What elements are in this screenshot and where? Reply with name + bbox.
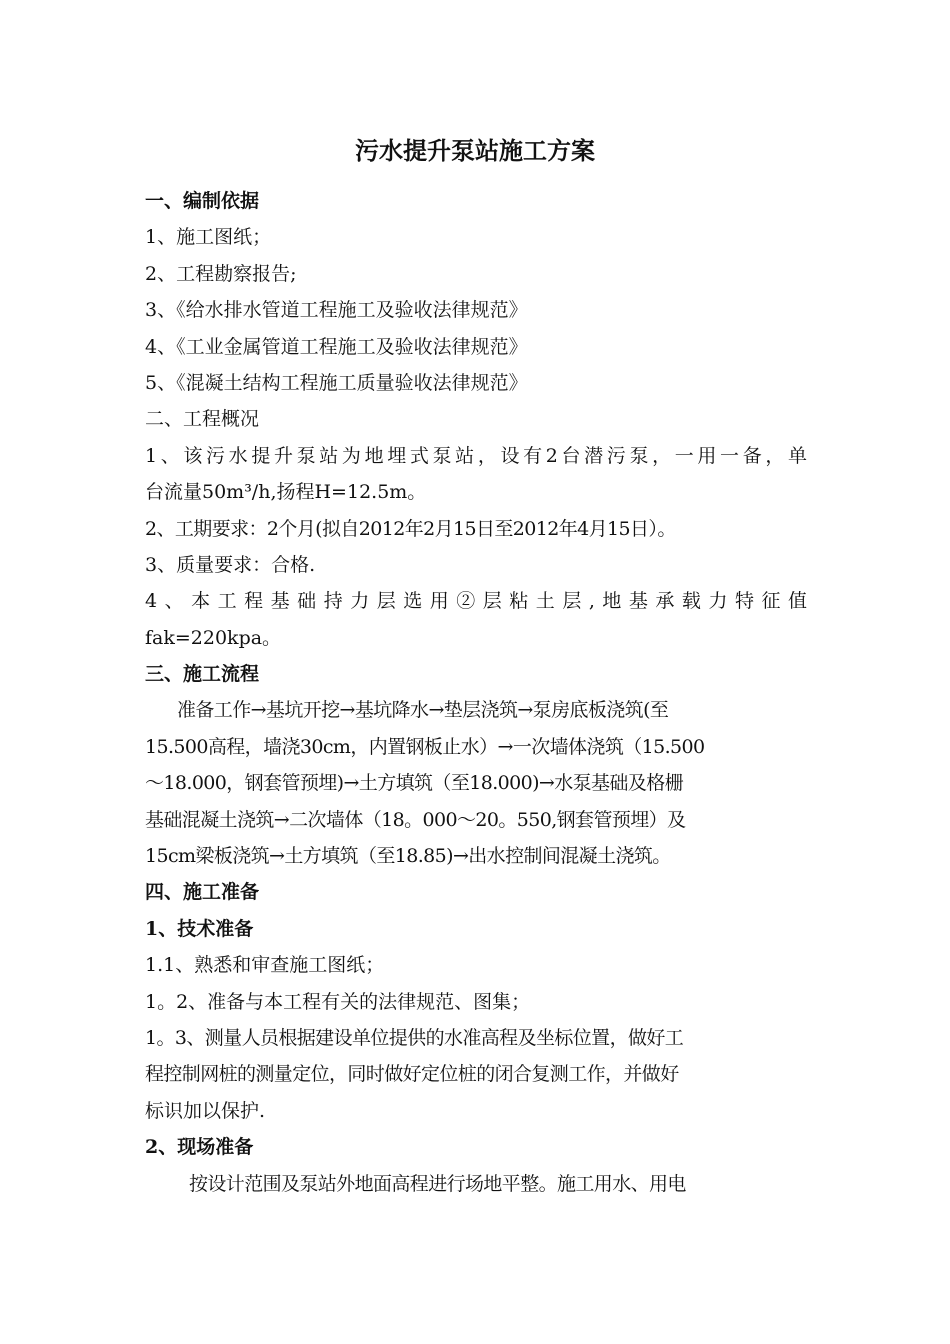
paragraph-line: 4、本工程基础持力层选用②层粘土层,地基承载力特征值 xyxy=(145,590,807,613)
document-title: 污水提升泵站施工方案 xyxy=(355,136,595,165)
paragraph-line: 2、工期要求：2个月(拟自2012年2月15日至2012年4月15日）。 xyxy=(145,517,676,540)
list-item: 3、《给水排水管道工程施工及验收法律规范》 xyxy=(145,299,528,322)
subsection-heading-site: 2、现场准备 xyxy=(145,1136,254,1159)
paragraph-line: 15cm梁板浇筑→土方填筑（至18.85)→出水控制间混凝土浇筑。 xyxy=(145,845,671,868)
paragraph-line: 标识加以保护. xyxy=(145,1099,266,1122)
paragraph-line: 1。3、测量人员根据建设单位提供的水准高程及坐标位置，做好工 xyxy=(145,1026,684,1049)
paragraph-line: ～18.000，钢套管预埋)→土方填筑（至18.000)→水泵基础及格栅 xyxy=(145,772,684,795)
list-item: 1、施工图纸； xyxy=(145,226,272,249)
section-heading-overview: 二、工程概况 xyxy=(145,408,260,431)
list-item: 1。2、准备与本工程有关的法律规范、图集； xyxy=(145,990,531,1013)
list-item: 1.1、熟悉和审查施工图纸； xyxy=(145,954,385,977)
paragraph-line: 准备工作→基坑开挖→基坑降水→垫层浇筑→泵房底板浇筑(至 xyxy=(177,699,669,722)
paragraph-line: 3、质量要求：合格. xyxy=(145,553,316,576)
list-item: 5、《混凝土结构工程施工质量验收法律规范》 xyxy=(145,371,528,394)
section-heading-basis: 一、编制依据 xyxy=(145,190,260,212)
paragraph-line: 基础混凝土浇筑→二次墙体（18。000～20。550,钢套管预埋）及 xyxy=(145,808,686,831)
list-item: 2、工程勘察报告; xyxy=(145,262,297,285)
paragraph-line: 1、该污水提升泵站为地埋式泵站，设有2台潜污泵，一用一备，单 xyxy=(145,444,807,467)
document-body xyxy=(145,183,807,1202)
paragraph-line: 15.500高程，墙浇30cm，内置钢板止水）→一次墙体浇筑（15.500 xyxy=(145,735,705,758)
paragraph-line: fak=220kpa。 xyxy=(145,626,282,649)
section-heading-process: 三、施工流程 xyxy=(145,663,260,686)
paragraph-line: 程控制网桩的测量定位，同时做好定位桩的闭合复测工作，并做好 xyxy=(145,1063,679,1086)
section-heading-preparation: 四、施工准备 xyxy=(145,881,260,904)
paragraph-line: 台流量50m³/h,扬程H=12.5m。 xyxy=(145,481,427,504)
list-item: 4、《工业金属管道工程施工及验收法律规范》 xyxy=(145,335,528,358)
subsection-heading-technical: 1、技术准备 xyxy=(145,917,254,940)
paragraph-line: 按设计范围及泵站外地面高程进行场地平整。施工用水、用电 xyxy=(189,1172,686,1195)
